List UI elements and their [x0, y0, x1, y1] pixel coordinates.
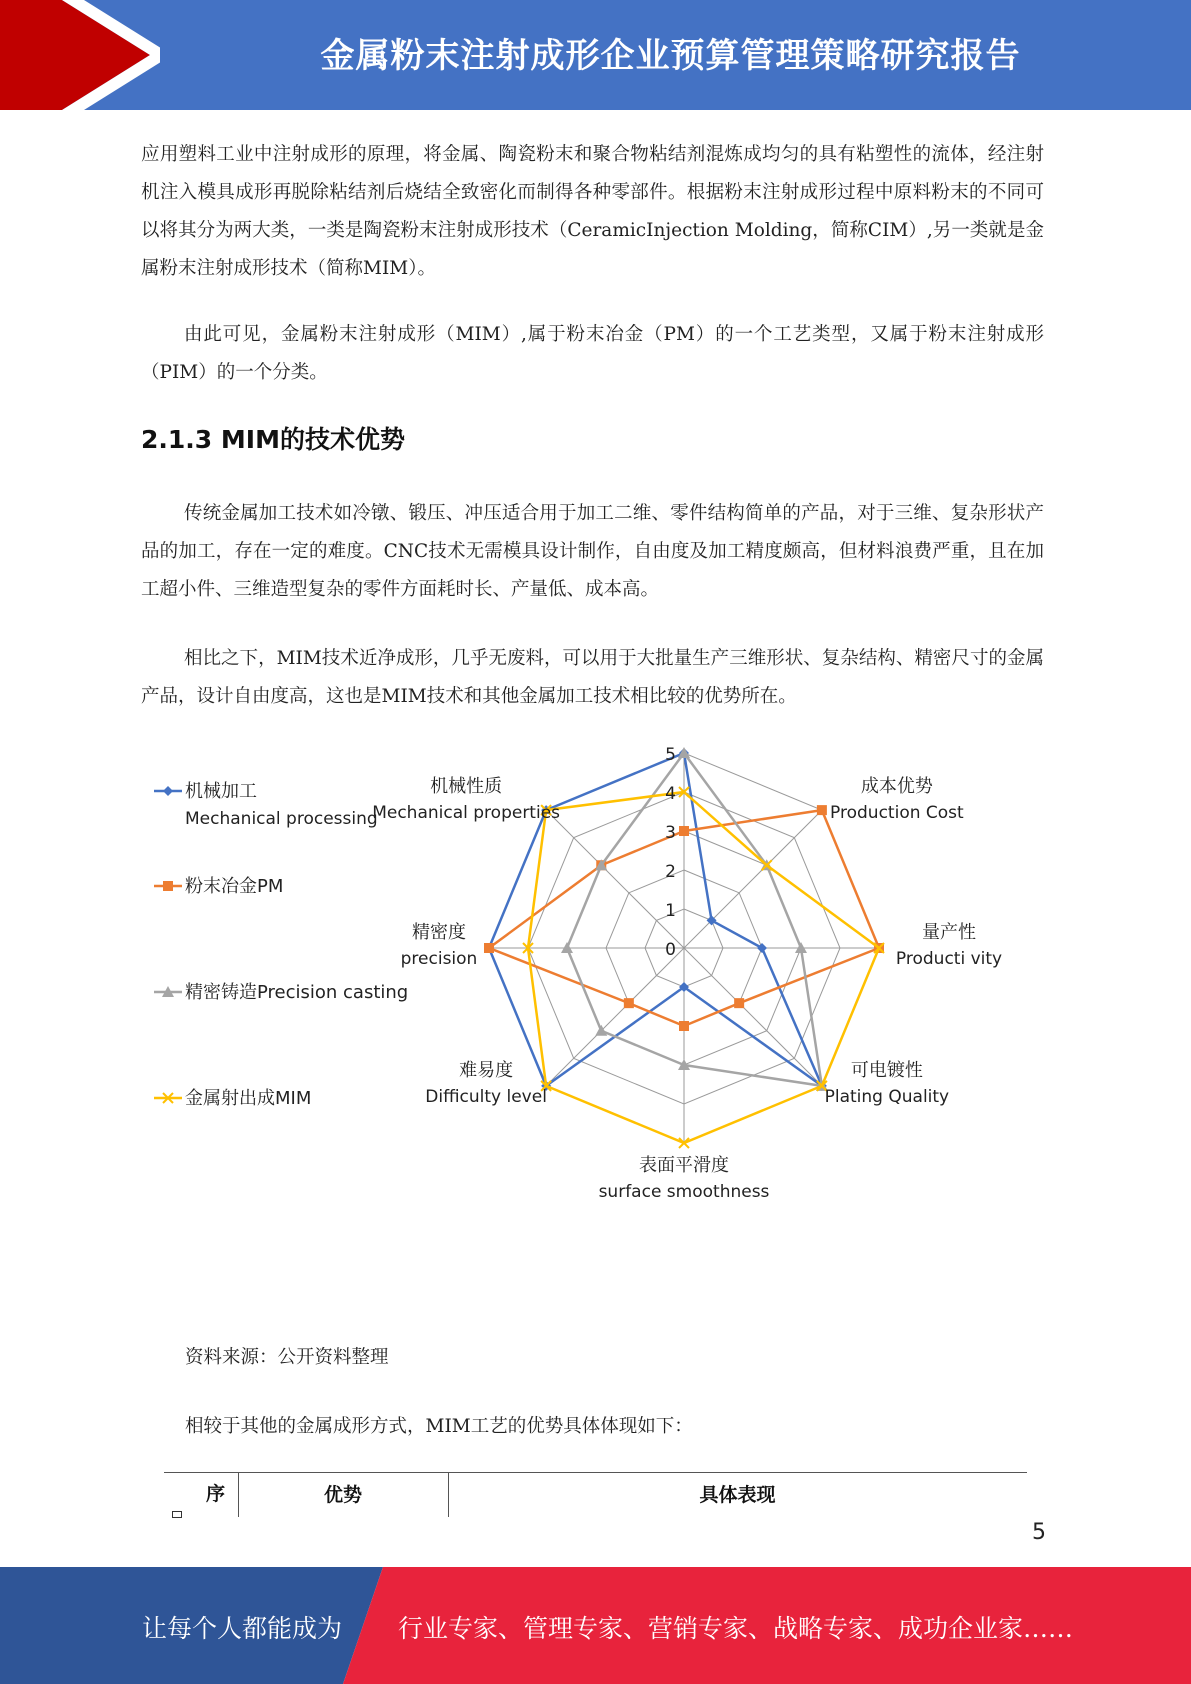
table-intro: 相较于其他的金属成形方式，MIM工艺的优势具体体现如下： — [185, 1416, 693, 1437]
axis-label-zh-3: 可电镀性 — [850, 1059, 923, 1081]
legend-swatch-marker-0 — [163, 786, 173, 796]
series-1-point-5 — [624, 998, 634, 1008]
chart-legend — [154, 781, 408, 1109]
axis-label-en-4: surface smoothness — [598, 1182, 770, 1202]
legend-label-1: 粉末冶金PM — [185, 876, 284, 897]
table-header-advantage: 优势 — [238, 1473, 449, 1517]
table-header-detail: 具体表现 — [699, 1484, 776, 1506]
table-header-index-label: 序 — [206, 1483, 226, 1505]
series-1-point-4 — [679, 1021, 689, 1031]
axis-label-zh-7: 机械性质 — [430, 776, 503, 798]
paragraph-mim-advantage: 相比之下，MIM技术近净成形，几乎无废料，可以用于大批量生产三维形状、复杂结构、精密尺寸的金属产品，设计自由度高，这也是MIM技术和其他金属加工技术相比较的优势所在。 — [141, 648, 1044, 707]
table-header-index — [164, 1473, 239, 1517]
tick-label-4: 4 — [665, 784, 676, 804]
axis-label-en-5: Difficulty level — [425, 1086, 547, 1107]
axis-label-zh-2: 量产性 — [922, 922, 976, 943]
series-1-point-6 — [484, 943, 494, 953]
axis-label-zh-6: 精密度 — [412, 922, 466, 943]
header-arrow-decoration — [0, 0, 160, 110]
table-header-index-tail — [172, 1511, 182, 1518]
advantage-table-header — [164, 1472, 1027, 1517]
series-1-point-0 — [679, 826, 689, 836]
axis-label-en-1: Production Cost — [830, 803, 964, 824]
paragraph-mim-classification: 由此可见，金属粉末注射成形（MIM）,属于粉末冶金（PM）的一个工艺类型，又属于粉末注射成形（PIM）的一个分类。 — [141, 324, 1044, 383]
legend-item-1 — [154, 876, 283, 897]
radar-chart — [141, 740, 1071, 1300]
legend-label-en-0: Mechanical processing — [185, 809, 378, 829]
axis-label-en-2: Producti vity — [895, 949, 1003, 969]
axis-label-en-3: Plating Quality — [824, 1086, 950, 1107]
tick-label-3: 3 — [665, 823, 676, 843]
legend-label-3: 金属射出成MIM — [185, 1088, 312, 1109]
data-source-note: 资料来源：公开资料整理 — [185, 1347, 389, 1368]
axis-label-zh-4: 表面平滑度 — [639, 1155, 729, 1176]
chart-axis-labels — [372, 740, 1002, 1202]
series-2 — [561, 747, 828, 1091]
paragraph-traditional-processing: 传统金属加工技术如冷镦、锻压、冲压适合用于加工二维、零件结构简单的产品，对于三维、复杂形状产品的加工，存在一定的难度。CNC技术无需模具设计制作，自由度及加工精度颇高，但材料浪费严重，且在加工超小件、三维造型复杂的零件方面耗时长、产量低、成本高。 — [141, 503, 1044, 600]
axis-label-en-6: precision — [400, 949, 478, 969]
tick-label-5: 5 — [665, 745, 676, 765]
legend-label-2: 精密铸造Precision casting — [185, 982, 409, 1003]
legend-item-2 — [154, 982, 408, 1003]
tick-label-2: 2 — [665, 862, 676, 882]
legend-item-3 — [154, 1088, 311, 1109]
series-1-point-1 — [817, 805, 827, 815]
report-title: 金属粉末注射成形企业预算管理策略研究报告 — [320, 36, 1021, 76]
axis-label-zh-5: 难易度 — [459, 1059, 514, 1081]
page-footer — [0, 1567, 1191, 1684]
footer-slogan-right: 行业专家、管理专家、营销专家、战略专家、成功企业家…… — [398, 1614, 1074, 1643]
legend-label-0: 机械加工 — [185, 781, 257, 802]
series-0-point-2 — [757, 943, 767, 953]
tick-label-1: 1 — [665, 901, 676, 921]
paragraph-mim-principle: 应用塑料工业中注射成形的原理，将金属、陶瓷粉末和聚合物粘结剂混炼成均匀的具有粘塑性的流体，经注射机注入模具成形再脱除粘结剂后烧结全致密化而制得各种零部件。根据粉末注射成形过程中原料粉末的不同可以将其分为两大类，一类是陶瓷粉末注射成形技术（CeramicInjection Molding，简称CIM）,另一类就是金属粉末注射成形技术（简称MIM）。 — [141, 144, 1044, 279]
legend-swatch-marker-1 — [163, 881, 173, 891]
series-1-point-3 — [734, 998, 744, 1008]
footer-slogan-left: 让每个人都能成为 — [142, 1614, 343, 1643]
tick-label-0: 0 — [665, 940, 676, 960]
legend-item-0 — [154, 781, 378, 829]
page-header — [0, 0, 1191, 110]
section-heading: 2.1.3 MIM的技术优势 — [141, 425, 405, 454]
axis-label-en-7: Mechanical properties — [372, 803, 561, 824]
axis-label-zh-1: 成本优势 — [860, 776, 933, 798]
page-number: 5 — [1032, 1520, 1046, 1545]
